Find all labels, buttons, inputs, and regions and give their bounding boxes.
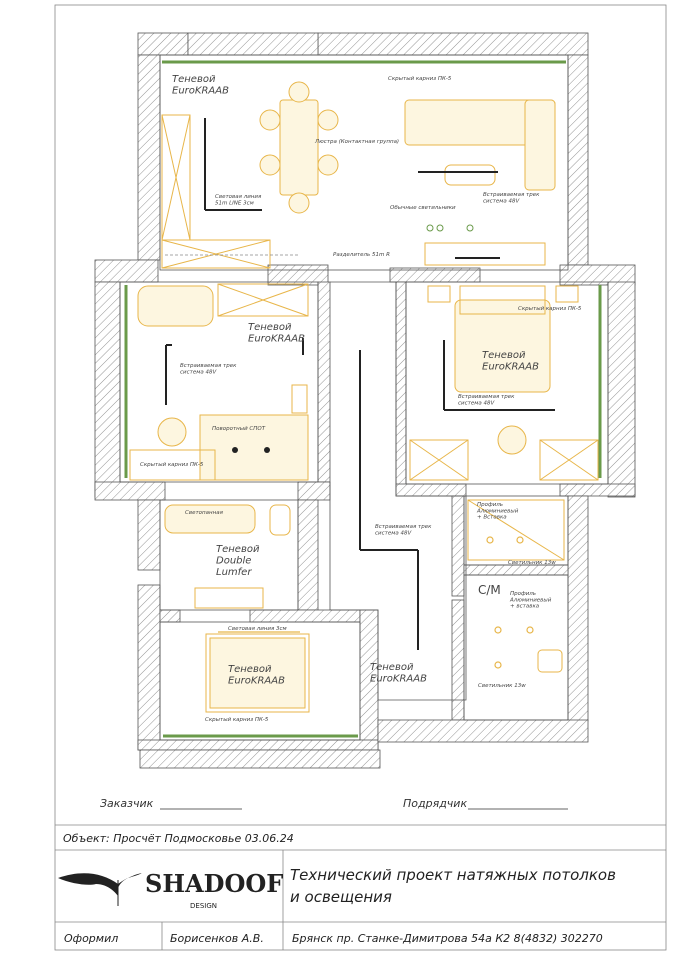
- note-lamp-1: Светильник 13w: [508, 560, 556, 566]
- logo-sub: DESIGN: [190, 902, 217, 910]
- room-label-wc: С/М: [478, 583, 501, 597]
- room-label-bottom-left: Теневой EuroKRAAB: [228, 664, 285, 687]
- room-label-bathroom: Теневой Double Lumfer: [216, 544, 260, 578]
- address-line: Брянск пр. Станке-Димитрова 54а К2 8(4832) 302270: [292, 932, 603, 945]
- logo-main: SHADOOF: [145, 869, 284, 898]
- room-label-bedroom-right: Теневой EuroKRAAB: [482, 350, 539, 373]
- room-label-corridor: Теневой EuroKRAAB: [370, 662, 427, 685]
- note-track-living: Встраиваемая трек система 48V: [483, 192, 540, 205]
- signature-row: [100, 797, 568, 810]
- room-label-living: Теневой EuroKRAAB: [172, 74, 229, 97]
- note-profile-1: Профиль Алюминиевый + Вставка: [477, 502, 519, 521]
- note-light-line-living: Световая линия 51m LINE 3см: [215, 194, 262, 207]
- note-profile-2: Профиль Алюминиевый + вставка: [510, 591, 552, 610]
- note-divider: Разделитель 51m R: [333, 252, 390, 258]
- drafter-name: Борисенков А.В.: [170, 932, 264, 945]
- note-hidden-cornice-right: Скрытый карниз ПК-5: [518, 306, 582, 312]
- project-title-1: Технический проект натяжных потолков: [290, 866, 616, 884]
- note-track-corridor: Встраиваемая трек система 48V: [375, 524, 432, 537]
- note-track-right-bedroom: Встраиваемая трек система 48V: [458, 394, 515, 407]
- note-light-line-bottom: Световая линия 3см: [228, 626, 287, 632]
- eagle-icon: [58, 873, 141, 896]
- note-lightbox: Светопанная: [185, 510, 223, 516]
- note-hidden-cornice-bottom: Скрытый карниз ПК-5: [205, 717, 269, 723]
- customer-label: Заказчик: [100, 797, 154, 810]
- project-title-2: и освещения: [290, 888, 392, 906]
- note-hidden-cornice-left: Скрытый карниз ПК-5: [140, 462, 204, 468]
- object-line: Объект: Просчёт Подмосковье 03.06.24: [63, 832, 294, 845]
- note-lamp-2: Светильник 13w: [478, 683, 526, 689]
- shadoof-logo: [58, 869, 283, 910]
- note-overhead-lights: Обычные светильники: [390, 205, 456, 211]
- note-hidden-cornice-top: Скрытый карниз ПК-5: [388, 76, 452, 82]
- note-track-left-bedroom: Встраиваемая трек система 48V: [180, 363, 237, 376]
- note-spot: Поворотный СПОТ: [212, 426, 266, 432]
- drafted-label: Оформил: [64, 932, 119, 945]
- title-block: [55, 832, 666, 950]
- contractor-label: Подрядчик: [403, 797, 468, 810]
- room-label-bedroom-left: Теневой EuroKRAAB: [248, 322, 305, 345]
- note-chandelier: Люстра (Контактная группа): [315, 139, 400, 145]
